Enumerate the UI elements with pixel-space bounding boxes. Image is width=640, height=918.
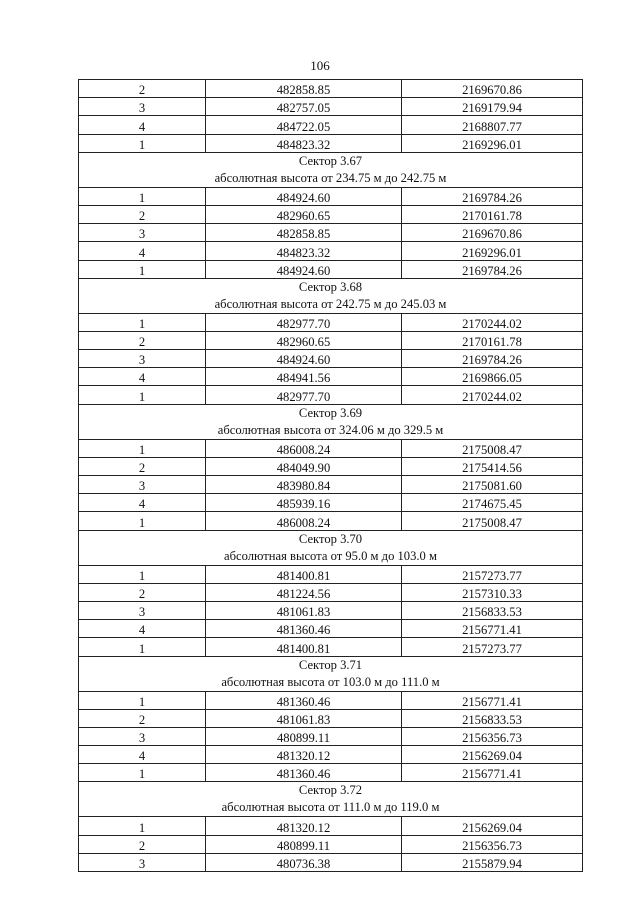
- y-coordinate-cell: 2169784.26: [402, 187, 583, 205]
- x-coordinate-cell: 481360.46: [206, 620, 402, 638]
- table-row: [79, 494, 583, 512]
- point-number-cell: 3: [79, 98, 206, 116]
- x-coordinate-cell: 482757.05: [206, 98, 402, 116]
- y-coordinate-cell: 2169296.01: [402, 242, 583, 260]
- sector-header-row: [79, 530, 583, 565]
- table-row: [79, 80, 583, 98]
- table-row: [79, 187, 583, 205]
- point-number-cell: 2: [79, 457, 206, 475]
- x-coordinate-cell: 481400.81: [206, 638, 402, 656]
- sector-title: Сектор 3.68: [298, 279, 363, 294]
- table-row: [79, 331, 583, 349]
- table-row: [79, 853, 583, 871]
- point-number-cell: 4: [79, 494, 206, 512]
- point-number-cell: 1: [79, 313, 206, 331]
- point-number-cell: 4: [79, 368, 206, 386]
- page-number: 106: [310, 58, 330, 73]
- point-number-cell: 2: [79, 331, 206, 349]
- y-coordinate-cell: 2157310.33: [402, 583, 583, 601]
- y-coordinate-cell: 2169670.86: [402, 80, 583, 98]
- sector-title: Сектор 3.72: [298, 783, 363, 798]
- table-row: [79, 638, 583, 656]
- sector-altitude-range: абсолютная высота от 103.0 м до 111.0 м: [221, 674, 440, 689]
- table-row: [79, 260, 583, 278]
- table-row: [79, 764, 583, 782]
- x-coordinate-cell: 484924.60: [206, 260, 402, 278]
- y-coordinate-cell: 2156356.73: [402, 727, 583, 745]
- y-coordinate-cell: 2156833.53: [402, 601, 583, 619]
- point-number-cell: 1: [79, 386, 206, 404]
- point-number-cell: 1: [79, 638, 206, 656]
- sector-header: [79, 530, 583, 565]
- sector-altitude-range: абсолютная высота от 234.75 м до 242.75 м: [214, 170, 447, 185]
- table-row: [79, 368, 583, 386]
- sector-header-row: [79, 278, 583, 313]
- y-coordinate-cell: 2175008.47: [402, 512, 583, 530]
- sector-header: [79, 782, 583, 817]
- sector-header-row: [79, 656, 583, 691]
- y-coordinate-cell: 2156833.53: [402, 709, 583, 727]
- point-number-cell: 1: [79, 691, 206, 709]
- x-coordinate-cell: 481061.83: [206, 709, 402, 727]
- x-coordinate-cell: 484823.32: [206, 242, 402, 260]
- y-coordinate-cell: 2174675.45: [402, 494, 583, 512]
- table-row: [79, 116, 583, 134]
- table-row: [79, 512, 583, 530]
- table-row: [79, 565, 583, 583]
- x-coordinate-cell: 481320.12: [206, 817, 402, 835]
- y-coordinate-cell: 2175008.47: [402, 439, 583, 457]
- y-coordinate-cell: 2170161.78: [402, 331, 583, 349]
- point-number-cell: 4: [79, 620, 206, 638]
- x-coordinate-cell: 481320.12: [206, 746, 402, 764]
- sector-title: Сектор 3.70: [298, 531, 363, 546]
- sector-altitude-range: абсолютная высота от 242.75 м до 245.03 м: [214, 296, 447, 311]
- point-number-cell: 1: [79, 512, 206, 530]
- y-coordinate-cell: 2169784.26: [402, 350, 583, 368]
- y-coordinate-cell: 2155879.94: [402, 853, 583, 871]
- x-coordinate-cell: 486008.24: [206, 439, 402, 457]
- x-coordinate-cell: 486008.24: [206, 512, 402, 530]
- point-number-cell: 4: [79, 116, 206, 134]
- x-coordinate-cell: 481224.56: [206, 583, 402, 601]
- point-number-cell: 1: [79, 187, 206, 205]
- y-coordinate-cell: 2156269.04: [402, 746, 583, 764]
- y-coordinate-cell: 2169866.05: [402, 368, 583, 386]
- sector-altitude-range: абсолютная высота от 95.0 м до 103.0 м: [224, 548, 437, 563]
- table-row: [79, 205, 583, 223]
- table-row: [79, 476, 583, 494]
- table-row: [79, 134, 583, 152]
- table-row: [79, 583, 583, 601]
- y-coordinate-cell: 2170244.02: [402, 313, 583, 331]
- table-row: [79, 691, 583, 709]
- point-number-cell: 1: [79, 439, 206, 457]
- table-row: [79, 350, 583, 368]
- point-number-cell: 3: [79, 601, 206, 619]
- y-coordinate-cell: 2169179.94: [402, 98, 583, 116]
- x-coordinate-cell: 484924.60: [206, 187, 402, 205]
- coordinates-table: [78, 79, 583, 872]
- point-number-cell: 3: [79, 727, 206, 745]
- y-coordinate-cell: 2157273.77: [402, 638, 583, 656]
- x-coordinate-cell: 482858.85: [206, 224, 402, 242]
- point-number-cell: 1: [79, 260, 206, 278]
- sector-altitude-range: абсолютная высота от 111.0 м до 119.0 м: [221, 800, 440, 815]
- x-coordinate-cell: 482977.70: [206, 386, 402, 404]
- sector-header: [79, 152, 583, 187]
- table-row: [79, 386, 583, 404]
- point-number-cell: 4: [79, 746, 206, 764]
- x-coordinate-cell: 481360.46: [206, 764, 402, 782]
- x-coordinate-cell: 482960.65: [206, 331, 402, 349]
- y-coordinate-cell: 2169296.01: [402, 134, 583, 152]
- point-number-cell: 1: [79, 764, 206, 782]
- sector-header: [79, 278, 583, 313]
- table-row: [79, 727, 583, 745]
- point-number-cell: 1: [79, 817, 206, 835]
- point-number-cell: 3: [79, 350, 206, 368]
- point-number-cell: 4: [79, 242, 206, 260]
- x-coordinate-cell: 482960.65: [206, 205, 402, 223]
- sector-header-row: [79, 782, 583, 817]
- x-coordinate-cell: 484049.90: [206, 457, 402, 475]
- table-row: [79, 224, 583, 242]
- sector-title: Сектор 3.69: [298, 405, 363, 420]
- y-coordinate-cell: 2156771.41: [402, 620, 583, 638]
- x-coordinate-cell: 480899.11: [206, 727, 402, 745]
- point-number-cell: 3: [79, 224, 206, 242]
- y-coordinate-cell: 2170244.02: [402, 386, 583, 404]
- y-coordinate-cell: 2156356.73: [402, 835, 583, 853]
- y-coordinate-cell: 2175414.56: [402, 457, 583, 475]
- y-coordinate-cell: 2169670.86: [402, 224, 583, 242]
- point-number-cell: 2: [79, 709, 206, 727]
- y-coordinate-cell: 2156771.41: [402, 691, 583, 709]
- coordinates-table-body: [79, 80, 583, 872]
- y-coordinate-cell: 2169784.26: [402, 260, 583, 278]
- x-coordinate-cell: 481360.46: [206, 691, 402, 709]
- x-coordinate-cell: 484722.05: [206, 116, 402, 134]
- point-number-cell: 1: [79, 134, 206, 152]
- y-coordinate-cell: 2175081.60: [402, 476, 583, 494]
- table-row: [79, 835, 583, 853]
- table-row: [79, 601, 583, 619]
- x-coordinate-cell: 485939.16: [206, 494, 402, 512]
- sector-title: Сектор 3.71: [298, 657, 363, 672]
- sector-altitude-range: абсолютная высота от 324.06 м до 329.5 м: [217, 422, 444, 437]
- sector-header: [79, 404, 583, 439]
- table-row: [79, 746, 583, 764]
- table-row: [79, 709, 583, 727]
- sector-header: [79, 656, 583, 691]
- x-coordinate-cell: 484941.56: [206, 368, 402, 386]
- y-coordinate-cell: 2168807.77: [402, 116, 583, 134]
- y-coordinate-cell: 2157273.77: [402, 565, 583, 583]
- point-number-cell: 2: [79, 205, 206, 223]
- sector-header-row: [79, 404, 583, 439]
- x-coordinate-cell: 483980.84: [206, 476, 402, 494]
- table-row: [79, 439, 583, 457]
- point-number-cell: 2: [79, 583, 206, 601]
- table-row: [79, 620, 583, 638]
- point-number-cell: 2: [79, 835, 206, 853]
- sector-header-row: [79, 152, 583, 187]
- table-row: [79, 98, 583, 116]
- sector-title: Сектор 3.67: [298, 153, 363, 168]
- y-coordinate-cell: 2156269.04: [402, 817, 583, 835]
- x-coordinate-cell: 480736.38: [206, 853, 402, 871]
- table-row: [79, 817, 583, 835]
- point-number-cell: 3: [79, 853, 206, 871]
- x-coordinate-cell: 484924.60: [206, 350, 402, 368]
- x-coordinate-cell: 480899.11: [206, 835, 402, 853]
- x-coordinate-cell: 482858.85: [206, 80, 402, 98]
- y-coordinate-cell: 2170161.78: [402, 205, 583, 223]
- table-row: [79, 242, 583, 260]
- x-coordinate-cell: 484823.32: [206, 134, 402, 152]
- y-coordinate-cell: 2156771.41: [402, 764, 583, 782]
- x-coordinate-cell: 481400.81: [206, 565, 402, 583]
- point-number-cell: 1: [79, 565, 206, 583]
- x-coordinate-cell: 481061.83: [206, 601, 402, 619]
- point-number-cell: 3: [79, 476, 206, 494]
- point-number-cell: 2: [79, 80, 206, 98]
- table-row: [79, 457, 583, 475]
- table-row: [79, 313, 583, 331]
- x-coordinate-cell: 482977.70: [206, 313, 402, 331]
